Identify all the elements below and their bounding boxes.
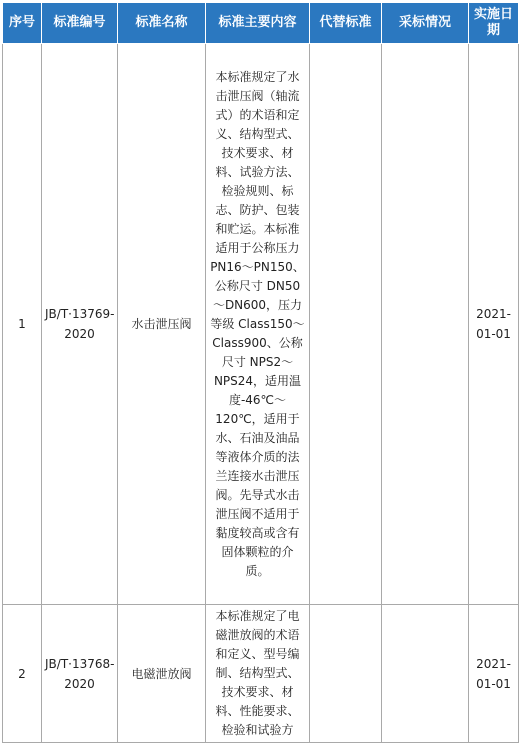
standards-table [2,2,519,743]
table-row [3,44,519,605]
header-code: 标准编号 [42,3,118,44]
table-row [3,605,519,743]
cell-content-partial [206,605,310,743]
cell-adopt [382,44,469,605]
cell-replace [310,605,382,743]
cell-replace [310,44,382,605]
cell-code: JB/T·13768-2020 [42,605,118,743]
standards-table-container [2,2,518,743]
content-clip [210,605,305,742]
cell-code: JB/T·13769-2020 [42,44,118,605]
header-seq: 序号 [3,3,42,44]
table-body [3,44,519,743]
cell-name: 水击泄压阀 [118,44,206,605]
header-adopt: 采标情况 [382,3,469,44]
header-row [3,3,519,44]
cell-seq: 2 [3,605,42,743]
header-replace: 代替标准 [310,3,382,44]
content-text: 本标准规定了电磁泄放阀的术语和定义、型号编制、结构型式、技术要求、材料、性能要求、检验和试验方 [215,609,300,737]
cell-name: 电磁泄放阀 [118,605,206,743]
cell-seq: 1 [3,44,42,605]
header-name: 标准名称 [118,3,206,44]
header-content: 标准主要内容 [206,3,310,44]
cell-content: 本标准规定了水击泄压阀（轴流式）的术语和定义、结构型式、技术要求、材料、试验方法、检验规则、标志、防护、包装和贮运。本标准适用于公称压力 PN16～PN150、公称尺寸 DN50～DN600，压力等级 Class150～Class900、公称尺寸 NPS2～NPS24，适用温度-46℃～120℃，适用于水、石油及油品等液体介质的法兰连接水击泄压阀。先导式水击泄压阀不适用于黏度较高或含有固体颗粒的介质。 [206,44,310,605]
cell-adopt [382,605,469,743]
cell-date: 2021-01-01 [469,44,519,605]
header-date: 实施日期 [469,3,519,44]
table-header [3,3,519,44]
cell-date: 2021-01-01 [469,605,519,743]
